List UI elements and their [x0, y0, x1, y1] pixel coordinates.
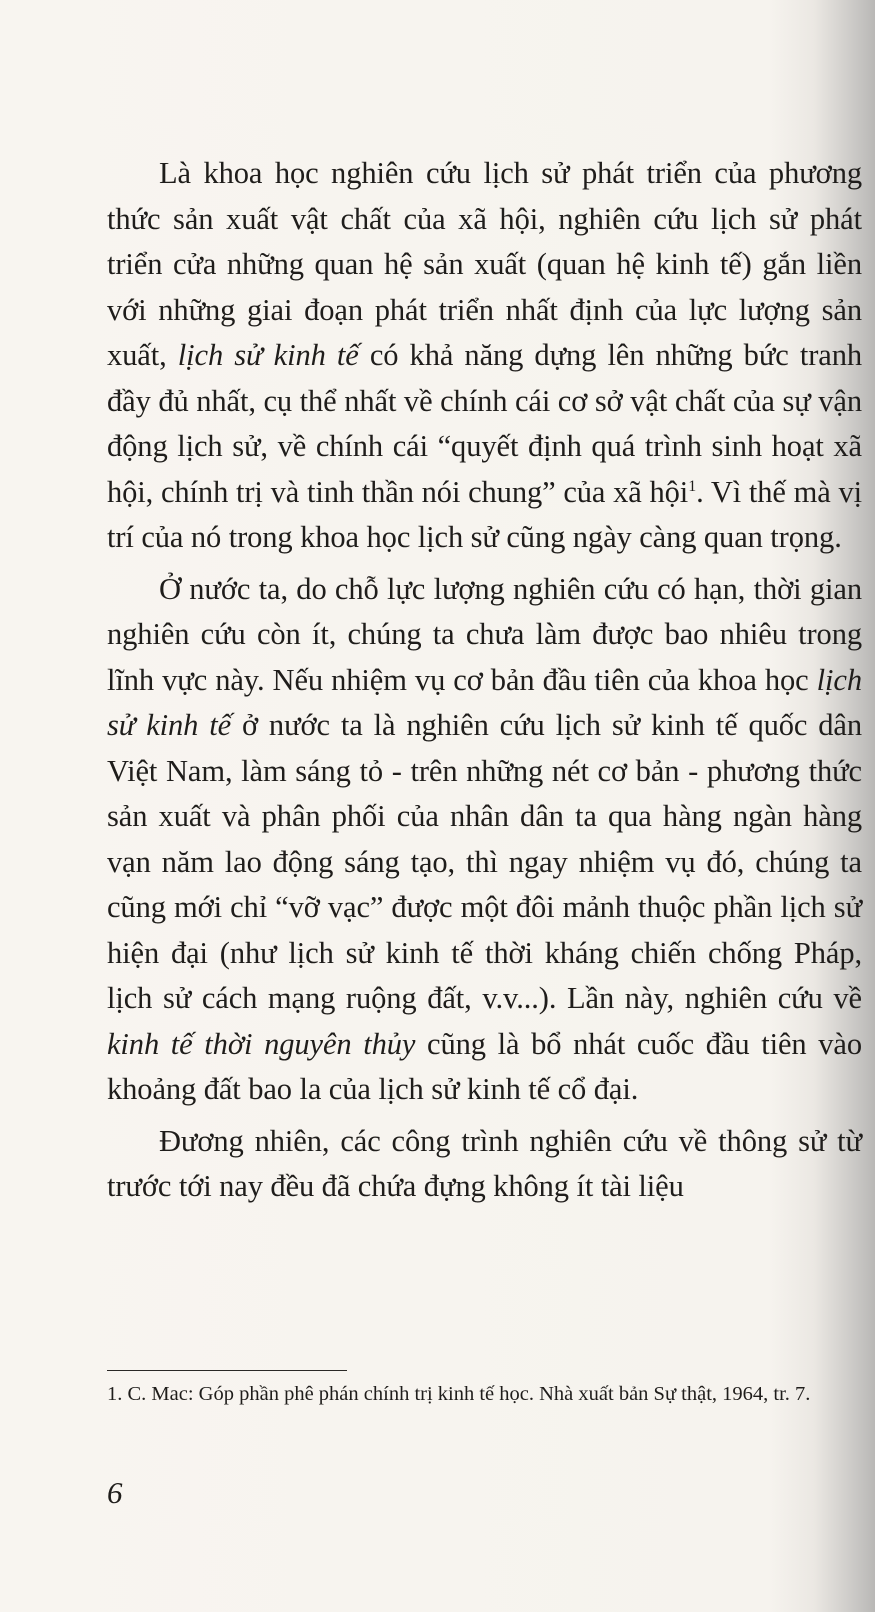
footnote-ref: 1	[688, 477, 697, 495]
paragraph-1	[107, 151, 862, 561]
paragraph-text: có khả năng dựng lên những bức tranh đầy đủ nhất, cụ thể nhất về chính cái cơ sở vật chất của sự vận động lịch sử, về chính cái “quyết định quá trình sinh hoạt xã hội, chính trị và tinh thần nói chung” của xã hội	[107, 338, 862, 509]
footnote: 1. C. Mac: Góp phần phê phán chính trị kinh tế học. Nhà xuất bản Sự thật, 1964, tr. 7.	[107, 1383, 811, 1405]
italic-term: lịch sử kinh tế	[107, 662, 862, 742]
paragraph-text: Ở nước ta, do chỗ lực lượng nghiên cứu có hạn, thời gian nghiên cứu còn ít, chúng ta chưa làm được bao nhiêu trong lĩnh vực này. Nếu nhiệm vụ cơ bản đầu tiên của khoa học	[107, 571, 862, 697]
body-text	[107, 151, 862, 1210]
paragraph-text: ở nước ta là nghiên cứu lịch sử kinh tế quốc dân Việt Nam, làm sáng tỏ - trên những nét cơ bản - phương thức sản xuất và phân phối của nhân dân ta qua hàng ngàn hàng vạn năm lao động sáng tạo, thì ngay nhiệm vụ đó, chúng ta cũng mới chỉ “vỡ vạc” được một đôi mảnh thuộc phần lịch sử hiện đại (như lịch sử kinh tế thời kháng chiến chống Pháp, lịch sử cách mạng ruộng đất, v.v...). Lần này, nghiên cứu về	[107, 708, 862, 1015]
paragraph-text: Đương nhiên, các công trình nghiên cứu về thông sử từ trước tới nay đều đã chứa đựng không ít tài liệu	[107, 1123, 862, 1203]
paragraph-text: cũng là bổ nhát cuốc đầu tiên vào khoảng đất bao la của lịch sử kinh tế cổ đại.	[107, 1026, 862, 1106]
paragraph-text: Là khoa học nghiên cứu lịch sử phát triển của phương thức sản xuất vật chất của xã hội, nghiên cứu lịch sử phát triển cửa những quan hệ sản xuất (quan hệ kinh tế) gắn liền với những giai đoạn phát triển nhất định của lực lượng sản xuất,	[107, 156, 862, 372]
paragraph-2	[107, 567, 862, 1113]
italic-term: kinh tế thời nguyên thủy	[107, 1026, 416, 1061]
paragraph-text: . Vì thế mà vị trí của nó trong khoa học lịch sử cũng ngày càng quan trọng.	[107, 474, 863, 554]
italic-term: lịch sử kinh tế	[177, 338, 359, 372]
footnote-divider	[107, 1370, 347, 1371]
paragraph-3	[107, 1119, 862, 1210]
page-number: 6	[107, 1475, 123, 1510]
